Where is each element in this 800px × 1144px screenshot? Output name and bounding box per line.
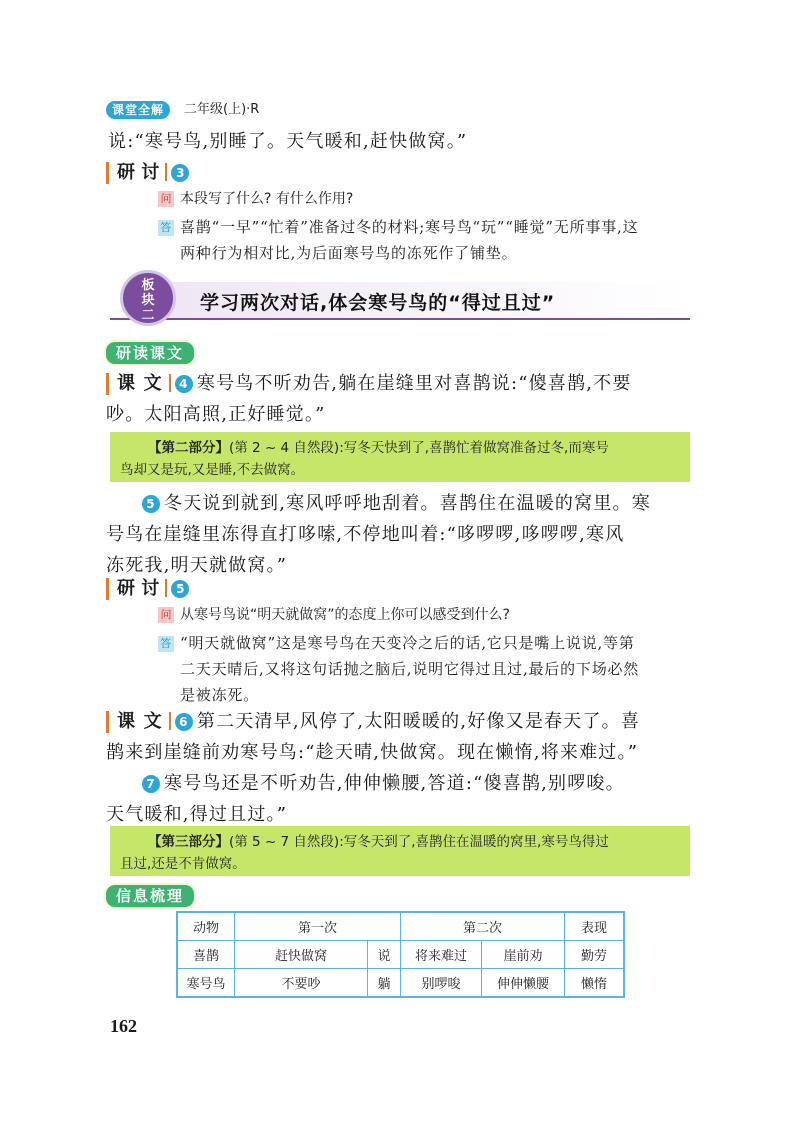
paragraph-line <box>106 488 706 519</box>
table-cell: 别啰唆 <box>401 969 482 998</box>
text-line <box>106 368 706 399</box>
question-text: 本段写了什么? 有什么作用? <box>180 191 354 207</box>
text-block <box>106 368 706 430</box>
table-row <box>177 941 624 969</box>
text-label <box>106 373 175 395</box>
paragraph-text: 寒号鸟还是不听劝告,伸伸懒腰,答道:“傻喜鹊,别啰唆。 <box>164 773 625 794</box>
summary-line: 鸟却又是玩,又是睡,不去做窝。 <box>120 462 305 478</box>
answer-line: 两种行为相对比,为后面寒号鸟的冻死作了铺垫。 <box>180 244 518 262</box>
discuss-label-char: 讨 <box>141 162 160 183</box>
summary-heading: 【第三部分】 <box>148 834 229 850</box>
table-cell: 喜鹊 <box>177 941 235 969</box>
discuss-label <box>106 578 193 600</box>
grade-label: 二年级(上)·R <box>184 102 260 117</box>
answer-line: 二天天晴后,又将这句话抛之脑后,说明它得过且过,最后的下场必然 <box>180 660 640 678</box>
answer-text: “明天就做窝”这是寒号鸟在天变冷之后的话,它只是嘴上说说,等第 <box>180 634 635 652</box>
table-row <box>177 969 624 998</box>
paragraph <box>106 488 706 581</box>
info-organize-pill: 信息梳理 <box>104 883 196 909</box>
summary-line <box>120 437 680 459</box>
number-badge: 7 <box>142 775 160 793</box>
table-cell: 赶快做窝 <box>235 941 368 969</box>
section-underline <box>110 318 690 320</box>
number-badge: 5 <box>171 580 189 598</box>
section-title: 学习两次对话,体会寒号鸟的“得过且过” <box>200 292 556 314</box>
discuss-label-char: 讨 <box>141 578 160 599</box>
answer-icon: 答 <box>158 636 174 652</box>
question-row <box>158 604 510 626</box>
summary-text: (第 2 ~ 4 自然段):写冬天快到了,喜鹊忙着做窝准备过冬,而寒号 <box>229 440 609 456</box>
answer-line: 是被冻死。 <box>180 686 260 704</box>
discuss-label-char: 研 <box>117 162 135 183</box>
answer-block <box>158 214 698 266</box>
divider <box>169 712 171 730</box>
paragraph-text: 冬天说到就到,寒风呼呼地刮着。喜鹊住在温暖的窝里。寒 <box>164 493 651 514</box>
text-label-char: 课 <box>117 711 137 732</box>
table-header-cell: 第二次 <box>401 912 565 941</box>
question-row <box>158 188 353 210</box>
number-badge: 5 <box>142 495 160 513</box>
table-header-cell: 第一次 <box>235 912 401 941</box>
table-cell: 躺 <box>368 969 401 998</box>
answer-line <box>158 214 698 240</box>
table-cell: 寒号鸟 <box>177 969 235 998</box>
book-logo: 课堂全解 <box>106 101 170 119</box>
answer-block <box>158 630 698 708</box>
discuss-label <box>106 162 193 184</box>
table-cell: 伸伸懒腰 <box>482 969 565 998</box>
text-block <box>106 706 706 768</box>
page-number: 162 <box>110 1016 137 1036</box>
section-badge <box>120 270 176 326</box>
number-badge: 6 <box>175 713 193 731</box>
table-cell: 不要吵 <box>235 969 368 998</box>
summary-line: 且过,还是不肯做窝。 <box>120 856 246 872</box>
text-label-char: 课 <box>117 373 137 394</box>
text-label-char: 文 <box>143 711 163 732</box>
divider <box>165 163 167 181</box>
question-icon: 问 <box>158 607 174 623</box>
text-line <box>106 706 706 737</box>
answer-icon: 答 <box>158 220 174 236</box>
answer-line <box>158 630 698 656</box>
section-badge-char: 块 <box>141 293 155 308</box>
text-line: 鹊来到崖缝前劝寒号鸟:“趁天晴,快做窝。现在懒惰,将来难过。” <box>106 742 639 763</box>
summary-line <box>120 831 680 853</box>
summary-box <box>110 432 690 482</box>
table-cell: 懒惰 <box>565 969 625 998</box>
paragraph-line: 号鸟在崖缝里冻得直打哆嗦,不停地叫着:“哆啰啰,哆啰啰,寒风 <box>106 524 625 545</box>
section-badge-char: 二 <box>141 308 155 323</box>
paragraph <box>106 768 706 830</box>
paragraph-line: 天气暖和,得过且过。” <box>106 804 288 825</box>
question-icon: 问 <box>158 191 174 207</box>
table-cell: 将来难过 <box>401 941 482 969</box>
section-badge-char: 板 <box>141 278 155 293</box>
answer-text: 喜鹊“一早”“忙着”准备过冬的材料;寒号鸟“玩”“睡觉”无所事事,这 <box>180 218 639 236</box>
paragraph-line: 冻死我,明天就做窝。” <box>106 555 288 576</box>
paragraph-line <box>106 768 706 799</box>
paragraph-line: 说:“寒号鸟,别睡了。天气暖和,赶快做窝。” <box>108 131 468 152</box>
text-label <box>106 711 175 733</box>
number-badge: 4 <box>175 375 193 393</box>
table-cell: 勤劳 <box>565 941 625 969</box>
table-header-cell: 动物 <box>177 912 235 941</box>
text-content: 第二天清早,风停了,太阳暖暖的,好像又是春天了。喜 <box>196 711 641 732</box>
info-table <box>176 911 625 998</box>
divider <box>165 579 167 597</box>
text-line: 吵。太阳高照,正好睡觉。” <box>106 404 326 425</box>
study-text-pill: 研读课文 <box>104 340 196 366</box>
text-content: 寒号鸟不听劝告,躺在崖缝里对喜鹊说:“傻喜鹊,不要 <box>196 373 632 394</box>
table-header-row <box>177 912 624 941</box>
summary-heading: 【第二部分】 <box>148 440 229 456</box>
table-cell: 崖前劝 <box>482 941 565 969</box>
number-badge: 3 <box>171 164 189 182</box>
text-label-char: 文 <box>143 373 163 394</box>
table-cell: 说 <box>368 941 401 969</box>
table-header-cell: 表现 <box>565 912 625 941</box>
question-text: 从寒号鸟说“明天就做窝”的态度上你可以感受到什么? <box>180 607 510 623</box>
divider <box>169 374 171 392</box>
summary-box <box>110 826 690 876</box>
summary-text: (第 5 ~ 7 自然段):写冬天到了,喜鹊住在温暖的窝里,寒号鸟得过 <box>229 834 609 850</box>
discuss-label-char: 研 <box>117 578 135 599</box>
